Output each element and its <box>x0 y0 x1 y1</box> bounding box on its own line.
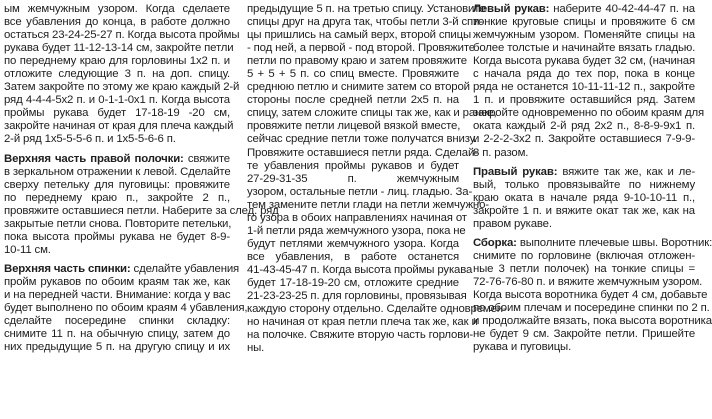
text-line: будет 17-18-19-20 см, отложите средние <box>247 276 459 289</box>
text-line: 8 п. разом. <box>473 146 529 159</box>
text-line: отложите следующие 3 п. на доп. спицу. <box>4 68 230 81</box>
text-line: по переднему краю для горловины 1х2 п. и <box>4 55 230 68</box>
text-line: будет выполнено по обоим краям 4 убавления, <box>4 302 248 315</box>
text-line: провяжите оставшиеся петли. Наберите за след. ряд <box>4 204 279 217</box>
text-line: каждую сторону отдельно. Сделайте одновремен- <box>247 303 507 316</box>
section-heading: Правый рукав: <box>473 165 558 178</box>
text-line: и на передней части. Внимание: когда у вас <box>4 288 231 301</box>
text-line: будут петлями жемчужного узора. Когда <box>247 237 459 250</box>
text-line: предыдущие 5 п. на третью спицу. Установите <box>247 3 486 15</box>
text-line: по переднему краю п., закройте 2 п., <box>4 191 230 204</box>
text-line: 1 п. и провяжите оставшийся ряд. Затем <box>473 94 695 107</box>
text-line: ряд 4-4-4-5х2 п. и 0-1-1-0х1 п. Когда высота <box>4 94 230 107</box>
text-line: среднюю петлю и снимите затем со второй <box>247 81 470 94</box>
text-line: сверху петельку для пуговицы: провяжите <box>4 178 230 191</box>
text-line: снимите по горловине (включая отложен- <box>473 249 695 262</box>
text-line: ым жемчужным узором. Когда сделаете <box>4 3 230 15</box>
text-line: оката каждый 2-й ряд 2х2 п., 8-8-9-9х1 п. <box>473 120 695 133</box>
text-line: пока высота проймы рукава не будет 8-9- <box>4 230 230 243</box>
text-line: них предыдущие 5 п. на другую спицу и их <box>4 341 230 354</box>
text-line: в зеркальном отражении к левой. Сделайте <box>4 165 231 178</box>
section-first-line <box>4 153 230 166</box>
text-line: спицы друг на друга так, чтобы петли 3-й спи- <box>247 16 483 29</box>
text-line: ные 3 петли полочек) на тонкие спицы = <box>473 262 695 275</box>
text-line: сделайте посередине спинки складку: <box>4 315 230 328</box>
text-line: тем замените петли глади на петли жемчужно- <box>247 198 489 211</box>
text-line: спицу, затем сложите спицы так же, как и ранее, <box>247 107 497 120</box>
text-line: 27-29-31-35 п. жемчужным <box>247 172 459 185</box>
text-line: Затем закройте по этому же краю каждый 2-й <box>4 81 240 94</box>
intro-paragraph <box>4 3 240 147</box>
text-line: все убавления до конца, в работе должно <box>4 16 230 29</box>
section-left-sleeve <box>473 3 704 160</box>
section-heading: Верхняя часть спинки: <box>4 262 131 275</box>
text-fragment: наберите 40-42-44-47 п. на <box>549 3 695 15</box>
section-assembly <box>473 236 712 354</box>
text-line: Провяжите оставшиеся петли ряда. Сделай- <box>247 146 478 159</box>
text-line: ряда не останется 10-11-11-12 п., закройте <box>473 81 695 94</box>
section-right-front-top <box>4 152 279 257</box>
text-line: те убавления проймы рукавов и будет <box>247 159 459 172</box>
text-line: более толстые и начинайте вязать гладью. <box>473 42 696 55</box>
text-line: цы пришлись на самый верх, второй спицы <box>247 29 472 42</box>
text-line: го узора в обоих направлениях начиная от <box>247 211 467 224</box>
section-first-line <box>473 166 695 179</box>
text-line: Когда высота воротника будет 4 см, добавьте <box>473 288 708 301</box>
text-line: пройм рукавов по обоим краям так же, как <box>4 275 230 288</box>
text-line: не будет 9 см. Закройте петли. Пришейте <box>473 328 695 341</box>
text-line: 10-11 см. <box>4 243 51 256</box>
text-line: снимите 11 п. на обычную спицу, затем до <box>4 328 230 341</box>
section-right-sleeve <box>473 166 695 231</box>
text-line: вый, только провязывайте по нижнему <box>473 178 695 191</box>
text-line: тонкие круговые спицы и провяжите 6 см <box>473 16 695 29</box>
text-line: все убавления, в работе останется <box>247 250 459 263</box>
text-line: закройте начиная от края для плеча каждый <box>4 120 234 133</box>
text-line: 2-й ряд 1х5-5-5-6 п. и 1х5-5-6-6 п. <box>4 133 176 146</box>
section-first-line <box>473 236 712 250</box>
section-heading: Верхняя часть правой полочки: <box>4 152 184 165</box>
text-line: 1-й петли ряда жемчужного узора, пока не <box>247 224 466 237</box>
text-fragment: выполните плечевые швы. Воротник: <box>516 236 712 249</box>
text-line: стороны после средней петли 2х5 п. на <box>247 94 459 107</box>
text-line: провяжите петли лицевой вязкой вместе, <box>247 120 461 133</box>
section-back-top <box>4 262 248 354</box>
text-line: сейчас средние петли тоже получатся внизу. <box>247 133 478 146</box>
text-line: проймы рукава будет 17-18-19 -20 см, <box>4 107 230 120</box>
text-line: по обоим плечам и посередине спинки по 2 п. <box>473 302 710 315</box>
text-line: краю оката в начале ряда 9-10-10-11 п., <box>473 191 695 204</box>
text-line: правом рукаве. <box>473 217 552 230</box>
text-line: 72-76-76-80 п. и вяжите жемчужным узором. <box>473 275 703 288</box>
text-fragment: вяжите так же, как и ле- <box>557 165 696 178</box>
text-line: и продолжайте вязать, пока высота воротника <box>473 315 712 328</box>
text-line: 21-23-23-25 п. для горловины, провязывая <box>247 290 467 303</box>
text-line: узором, остальные петли - лиц. гладью. За- <box>247 185 473 198</box>
text-line: и 2-2-2-3х2 п. Закройте оставшиеся 7-9-9- <box>473 133 695 146</box>
text-fragment: сделайте убавления <box>130 262 240 275</box>
section-first-line <box>473 3 695 16</box>
text-line: с начала ряда до тех пор, пока в конце <box>473 68 695 81</box>
text-line: рукава будет 11-12-13-14 см, закройте петли <box>4 42 234 55</box>
text-line: петли по правому краю и затем провяжите <box>247 55 467 68</box>
text-line: остаться 23-24-25-27 п. Когда высота проймы <box>4 29 240 42</box>
text-line: на полочке. Свяжите вторую часть горлови- <box>247 329 473 342</box>
text-line: ны. <box>247 342 265 355</box>
column-1 <box>4 3 279 417</box>
section-heading: Левый рукав: <box>473 3 550 15</box>
text-line: закройте 1 п. и вяжите окат так же, как на <box>473 204 695 217</box>
text-line: закройте одновременно по обоим краям для <box>473 107 704 120</box>
section-heading: Сборка: <box>473 236 517 249</box>
text-line: 5 + 5 + 5 п. со спиц вместе. Провяжите <box>247 68 459 81</box>
section-first-line <box>4 262 240 276</box>
text-line: но начиная от края петли плеча так же, как и <box>247 316 478 329</box>
text-line: - под ней, а первой - под второй. Провяжите <box>247 42 475 55</box>
text-line: рукава и пуговицы. <box>473 341 572 354</box>
text-line: жемчужным узором. Поменяйте спицы на <box>473 29 695 42</box>
text-line: Когда высота рукава будет 32 см, (начиная <box>473 55 695 68</box>
text-line: закрытые петли снова. Повторите петельки, <box>4 217 232 230</box>
column-3 <box>473 3 712 417</box>
text-line: 41-43-45-47 п. Когда высота проймы рукава <box>247 263 473 276</box>
text-fragment: свяжите <box>183 152 230 165</box>
